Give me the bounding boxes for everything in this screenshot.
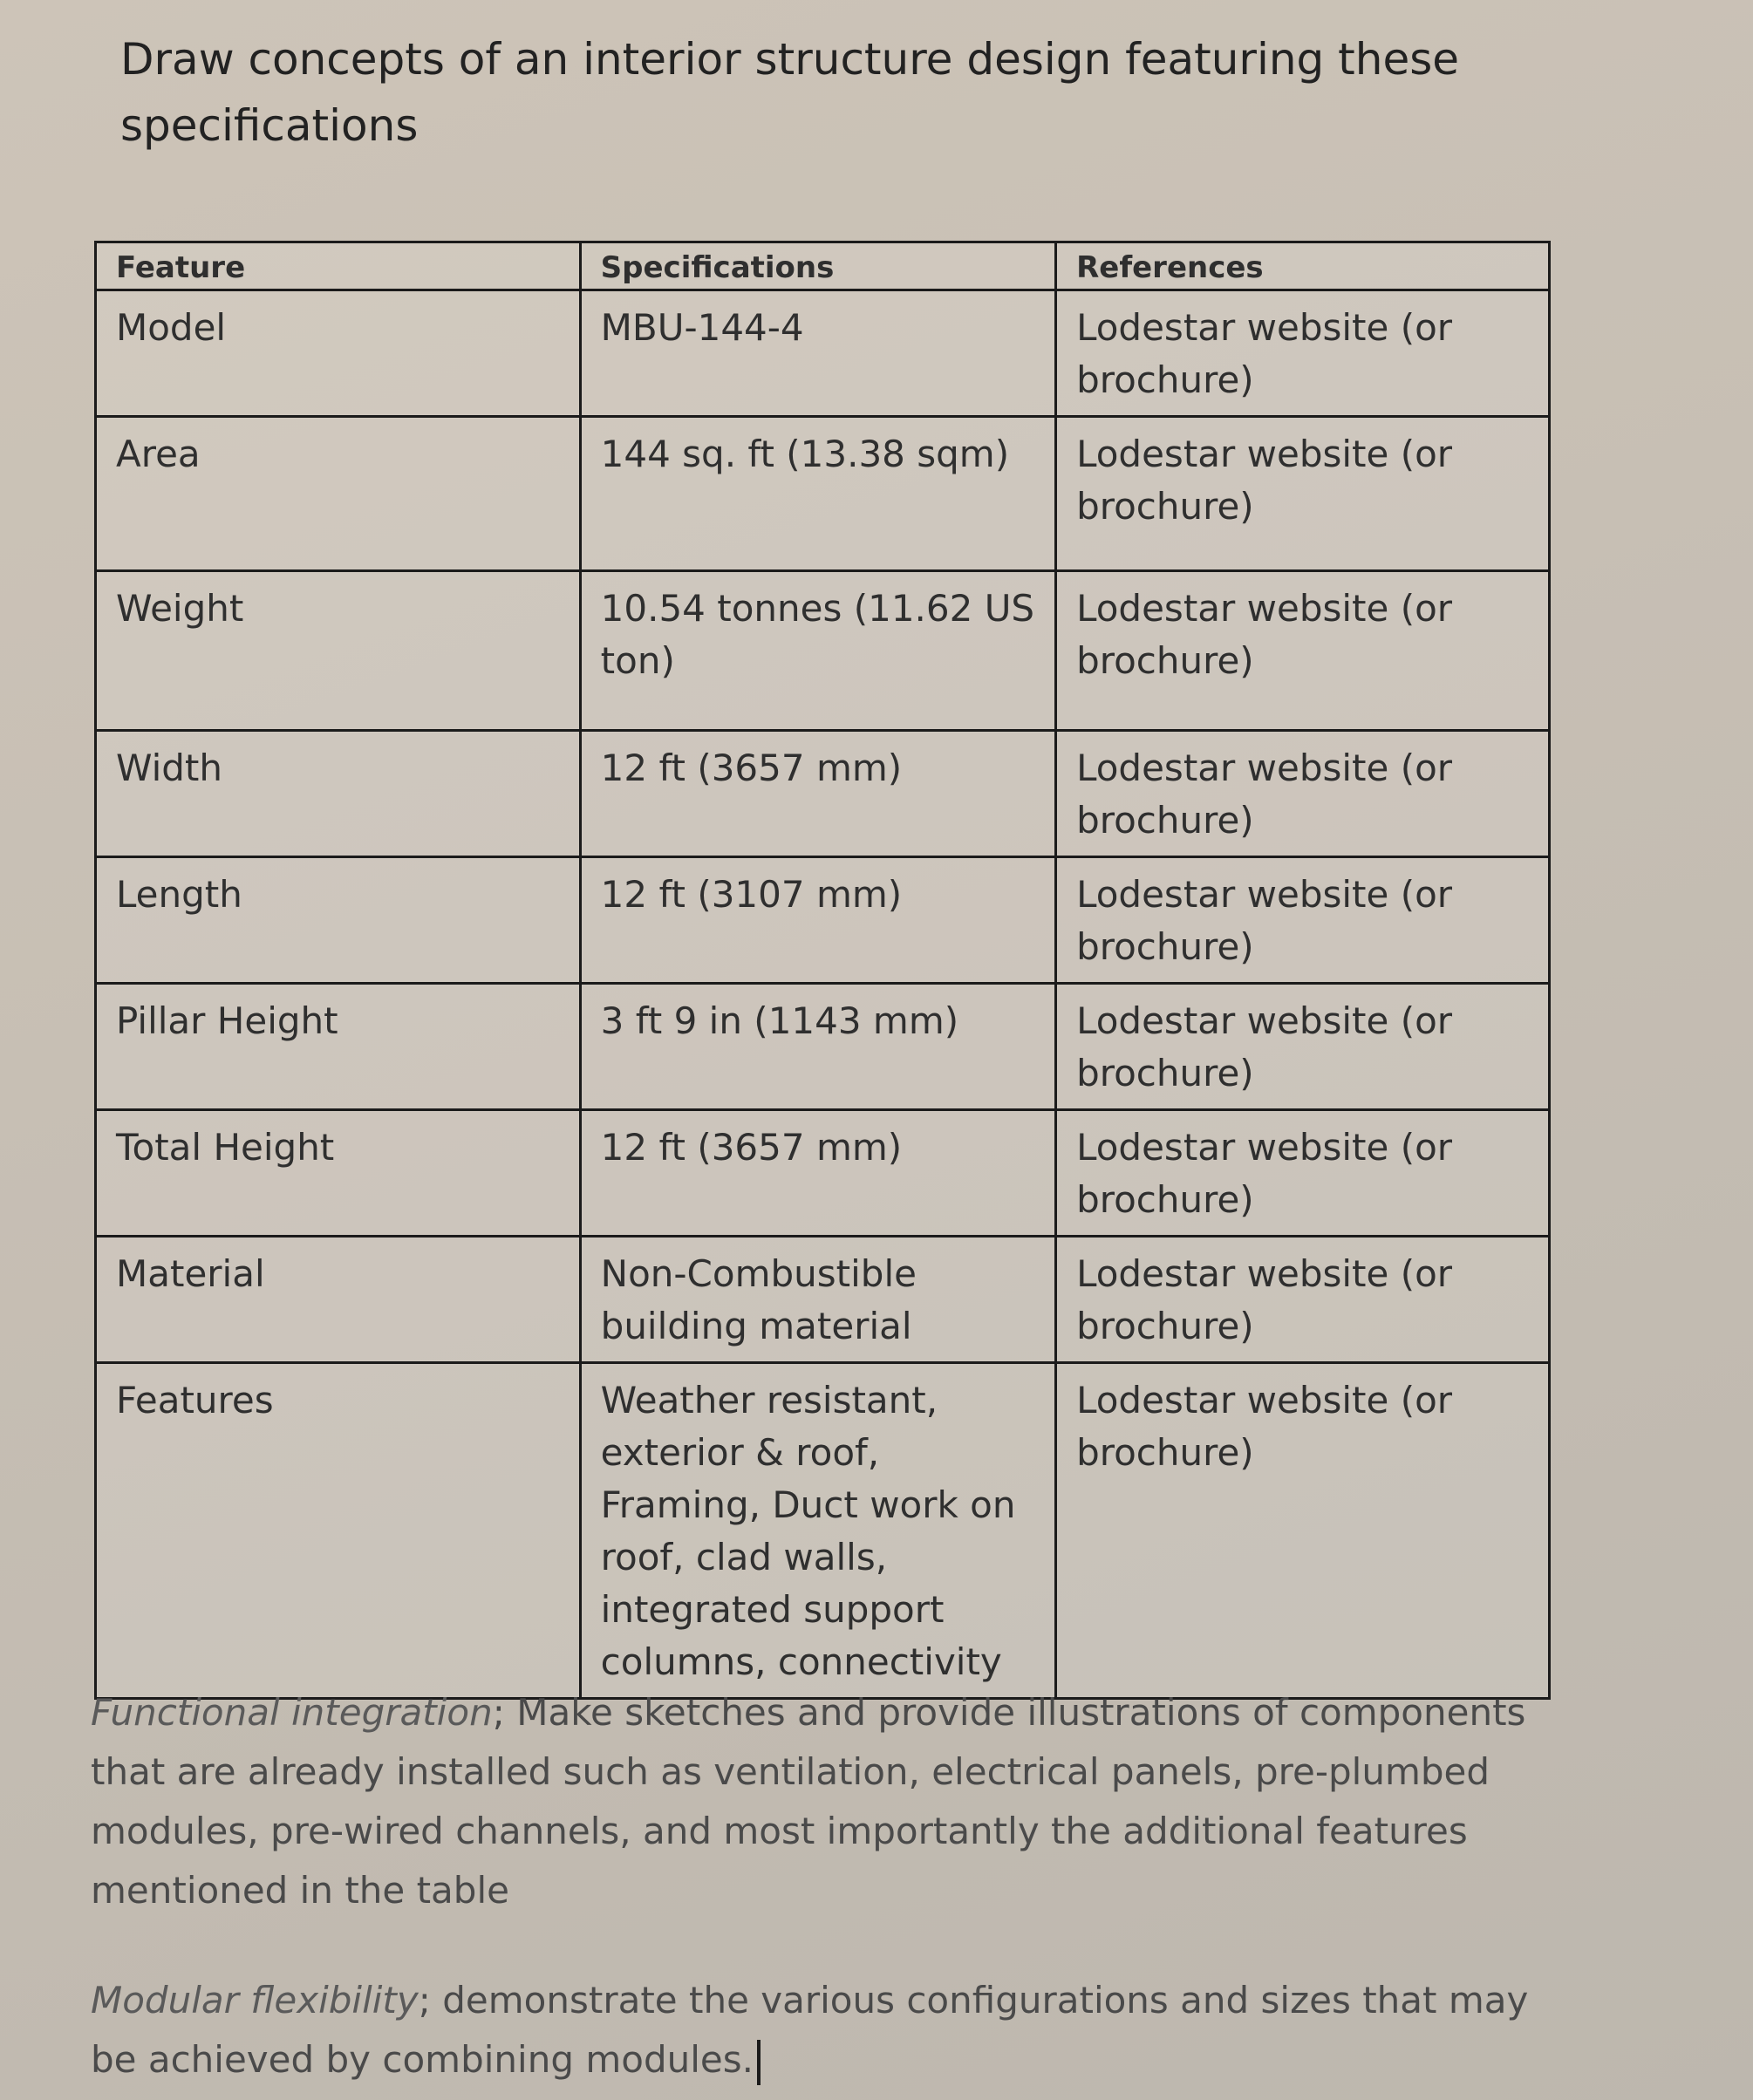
feature-cell: Material [96, 1237, 581, 1363]
table-row [96, 571, 1550, 731]
spec-cell: 10.54 tonnes (11.62 US ton) [580, 571, 1055, 731]
reference-cell: Lodestar website (or brochure) [1056, 1237, 1550, 1363]
header-feature: Feature [96, 242, 581, 290]
header-references: References [1056, 242, 1550, 290]
feature-cell: Length [96, 857, 581, 984]
paragraph-body: ; Make sketches and provide illustrations of components that are already installed such as ventilation, electrical panels, pre-plumbed modules, pre-wired channels, and most importantly the additional features mentioned in the table [91, 1691, 1526, 1912]
table-row [96, 857, 1550, 984]
spec-cell: 12 ft (3107 mm) [580, 857, 1055, 984]
reference-cell: Lodestar website (or brochure) [1056, 857, 1550, 984]
feature-cell: Model [96, 290, 581, 417]
spec-cell: 12 ft (3657 mm) [580, 731, 1055, 857]
feature-cell: Pillar Height [96, 984, 581, 1110]
modular-flexibility-paragraph[interactable] [91, 1971, 1538, 2090]
reference-cell: Lodestar website (or brochure) [1056, 731, 1550, 857]
feature-cell: Weight [96, 571, 581, 731]
header-specifications: Specifications [580, 242, 1055, 290]
paragraph-lead: Functional integration [91, 1691, 493, 1734]
feature-cell: Total Height [96, 1110, 581, 1237]
reference-cell: Lodestar website (or brochure) [1056, 290, 1550, 417]
spec-cell: 12 ft (3657 mm) [580, 1110, 1055, 1237]
spec-cell: MBU-144-4 [580, 290, 1055, 417]
functional-integration-paragraph [91, 1683, 1538, 1920]
spec-table [94, 241, 1551, 1700]
reference-cell: Lodestar website (or brochure) [1056, 1363, 1550, 1699]
paragraph-lead: Modular flexibility [91, 1979, 419, 2022]
table-row [96, 731, 1550, 857]
table-row [96, 417, 1550, 571]
feature-cell: Width [96, 731, 581, 857]
text-cursor [757, 2040, 761, 2085]
paragraph-body: ; demonstrate the various configurations and sizes that may be achieved by combining modules. [91, 1979, 1529, 2081]
table-row [96, 290, 1550, 417]
spec-cell: Non-Combustible building material [580, 1237, 1055, 1363]
feature-cell: Features [96, 1363, 581, 1699]
reference-cell: Lodestar website (or brochure) [1056, 417, 1550, 571]
feature-cell: Area [96, 417, 581, 571]
spec-cell: Weather resistant, exterior & roof, Framing, Duct work on roof, clad walls, integrated support columns, connectivity [580, 1363, 1055, 1699]
table-row [96, 1237, 1550, 1363]
table-header-row [96, 242, 1550, 290]
spec-cell: 144 sq. ft (13.38 sqm) [580, 417, 1055, 571]
prompt-title: Draw concepts of an interior structure design featuring these specifications [120, 34, 1460, 151]
table-row [96, 1110, 1550, 1237]
reference-cell: Lodestar website (or brochure) [1056, 984, 1550, 1110]
table-row [96, 1363, 1550, 1699]
table-row [96, 984, 1550, 1110]
reference-cell: Lodestar website (or brochure) [1056, 1110, 1550, 1237]
spec-cell: 3 ft 9 in (1143 mm) [580, 984, 1055, 1110]
reference-cell: Lodestar website (or brochure) [1056, 571, 1550, 731]
